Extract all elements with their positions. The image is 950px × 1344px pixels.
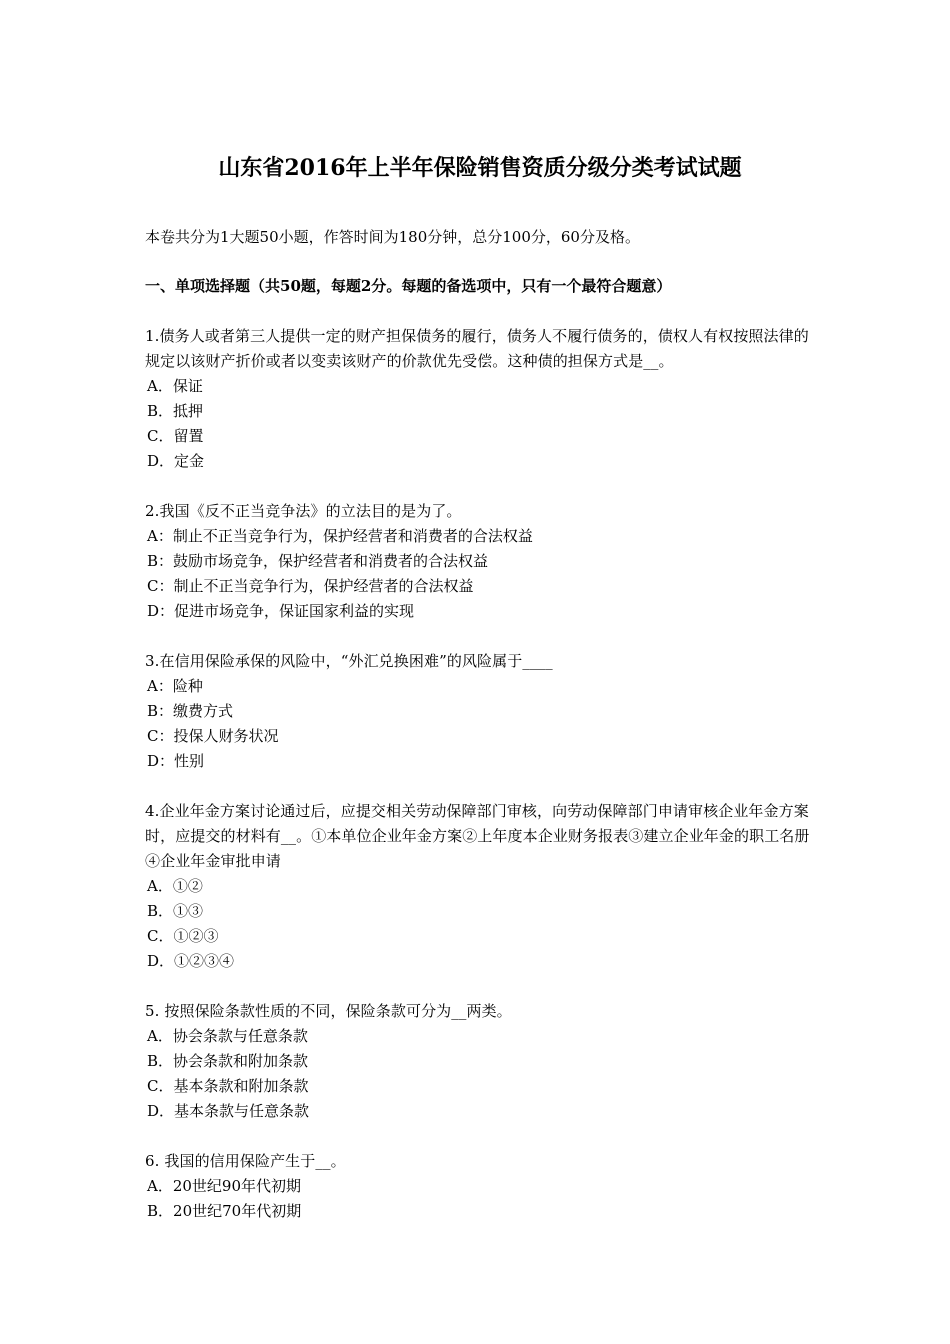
option-b: B：缴费方式 (147, 702, 234, 720)
section-heading: 一、单项选择题（共50题，每题2分。每题的备选项中，只有一个最符合题意） (145, 277, 672, 295)
option-list (145, 524, 815, 624)
option-c: C：制止不正当竞争行为，保护经营者的合法权益 (147, 577, 474, 595)
option-d: D．①②③④ (147, 952, 235, 970)
option-b: B．①③ (147, 902, 204, 920)
option-d: D：性别 (147, 752, 205, 770)
option-c: C．留置 (147, 427, 204, 445)
question-stem: 3.在信用保险承保的风险中，“外汇兑换困难”的风险属于____ (145, 652, 553, 670)
question-3 (145, 649, 815, 774)
question-stem: 5. 按照保险条款性质的不同，保险条款可分为__两类。 (145, 1002, 512, 1020)
question-5 (145, 999, 815, 1124)
option-a: A．20世纪90年代初期 (147, 1177, 302, 1195)
question-4 (145, 799, 815, 974)
option-list (145, 374, 815, 474)
question-1 (145, 324, 815, 474)
question-6 (145, 1149, 815, 1224)
option-a: A．保证 (147, 377, 203, 395)
option-d: D．基本条款与任意条款 (147, 1102, 310, 1120)
option-b: B．20世纪70年代初期 (147, 1202, 302, 1220)
option-a: A．协会条款与任意条款 (147, 1027, 308, 1045)
option-d: D：促进市场竞争，保证国家利益的实现 (147, 602, 415, 620)
option-list (145, 874, 815, 974)
question-stem: 1.债务人或者第三人提供一定的财产担保债务的履行，债务人不履行债务的，债权人有权按照法律的规定以该财产折价或者以变卖该财产的价款优先受偿。这种债的担保方式是__。 (145, 327, 809, 370)
question-stem: 6. 我国的信用保险产生于__。 (145, 1152, 346, 1170)
option-list (145, 1024, 815, 1124)
option-c: C．①②③ (147, 927, 219, 945)
option-b: B：鼓励市场竞争，保护经营者和消费者的合法权益 (147, 552, 489, 570)
question-list (145, 324, 815, 1249)
option-d: D．定金 (147, 452, 205, 470)
option-list (145, 1174, 815, 1224)
question-2 (145, 499, 815, 624)
exam-intro: 本卷共分为1大题50小题，作答时间为180分钟，总分100分，60分及格。 (145, 228, 640, 246)
question-stem: 4.企业年金方案讨论通过后，应提交相关劳动保障部门审核，向劳动保障部门申请审核企业年金方案时，应提交的材料有__。①本单位企业年金方案②上年度本企业财务报表③建立企业年金的职工名册④企业年金审批申请 (145, 802, 810, 870)
option-b: B．协会条款和附加条款 (147, 1052, 309, 1070)
option-a: A：险种 (147, 677, 203, 695)
option-list (145, 674, 815, 774)
option-b: B．抵押 (147, 402, 204, 420)
option-c: C．基本条款和附加条款 (147, 1077, 309, 1095)
option-a: A．①② (147, 877, 203, 895)
option-a: A：制止不正当竞争行为，保护经营者和消费者的合法权益 (147, 527, 533, 545)
question-stem: 2.我国《反不正当竞争法》的立法目的是为了。 (145, 502, 462, 520)
option-c: C：投保人财务状况 (147, 727, 279, 745)
document-title: 山东省2016年上半年保险销售资质分级分类考试试题 (218, 155, 742, 181)
